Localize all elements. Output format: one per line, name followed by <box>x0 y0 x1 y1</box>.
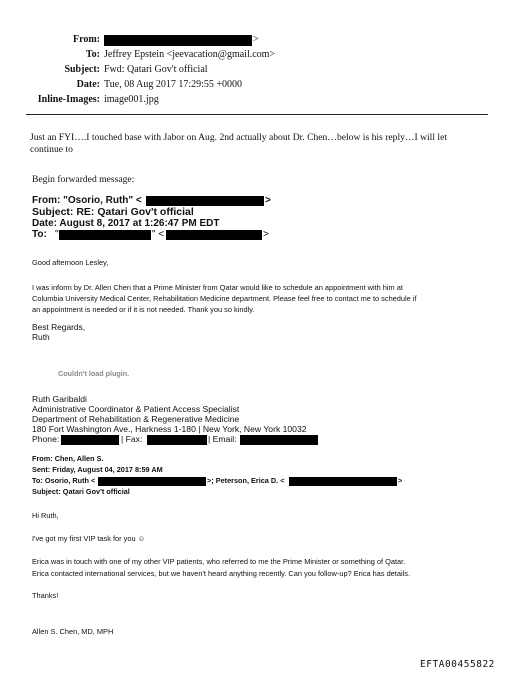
inline-images-value: image001.jpg <box>104 94 159 105</box>
forwarded-label: Begin forwarded message: <box>32 174 135 185</box>
redaction-from <box>104 35 252 46</box>
forwarded-date: Date: August 8, 2017 at 1:26:47 PM EDT <box>32 218 220 229</box>
chen-line-1: Erica was in touch with one of my other VIP patients, who referred to me the Prime Minister or something of Qatar. <box>32 557 406 566</box>
intro-line-2: continue to <box>30 144 73 155</box>
redaction-chen-to-2 <box>289 477 397 486</box>
plugin-error-text: Couldn't load plugin. <box>58 369 130 378</box>
forwarded-to-lt: " < <box>152 229 165 240</box>
sig-email-label: | Email: <box>208 434 237 444</box>
sig-address: 180 Fort Washington Ave., Harkness 1-180 | New York, New York 10032 <box>32 424 307 434</box>
chen-signoff: Allen S. Chen, MD, MPH <box>32 627 114 636</box>
header-divider <box>26 114 488 115</box>
sig-phone-label: Phone: <box>32 434 60 444</box>
subject-value: Fwd: Qatari Gov't official <box>104 64 208 75</box>
chen-thanks: Thanks! <box>32 591 59 600</box>
sig-title: Administrative Coordinator & Patient Access Specialist <box>32 404 240 414</box>
sig-fax-label: | Fax: <box>121 434 143 444</box>
ruth-greeting: Good afternoon Lesley, <box>32 258 109 267</box>
ruth-line-3: an appointment is needed or if it is not needed. Thank you so kindly. <box>32 305 255 314</box>
forwarded-to-label: To: <box>32 229 47 240</box>
date-label: Date: <box>76 79 100 90</box>
from-suffix: > <box>253 34 259 45</box>
chen-to-suffix: > <box>398 476 403 485</box>
redaction-email <box>240 435 318 445</box>
sig-dept: Department of Rehabilitation & Regenerative Medicine <box>32 414 240 424</box>
redaction-forwarded-to-email <box>166 230 262 240</box>
sig-name: Ruth Garibaldi <box>32 394 87 404</box>
forwarded-to-quote: " <box>55 229 59 240</box>
chen-line-2: Erica contacted international services, but we haven't heard anything recently. Can you follow-up? Erica has details. <box>32 569 410 578</box>
chen-from: From: Chen, Allen S. <box>32 454 104 463</box>
to-label: To: <box>85 49 100 60</box>
redaction-chen-to-1 <box>98 477 206 486</box>
document-id: EFTA00455822 <box>420 659 495 670</box>
redaction-forwarded-to-name <box>59 230 151 240</box>
date-value: Tue, 08 Aug 2017 17:29:55 +0000 <box>104 79 243 90</box>
ruth-line-2: Columbia University Medical Center, Rehabilitation Medicine department. Please feel free to contact me to schedule if <box>32 294 417 303</box>
to-value: Jeffrey Epstein <jeevacation@gmail.com> <box>104 49 276 60</box>
redaction-forwarded-from <box>146 196 264 206</box>
chen-vip-line: I've got my first VIP task for you ☺ <box>32 534 146 543</box>
ruth-line-1: I was inform by Dr. Allen Chen that a Prime Minister from Qatar would like to schedule an appointment with him at <box>32 283 403 292</box>
forwarded-from: From: "Osorio, Ruth" < <box>32 195 142 206</box>
chen-sent: Sent: Friday, August 04, 2017 8:59 AM <box>32 465 163 474</box>
ruth-regards: Best Regards, <box>32 322 86 332</box>
from-label: From: <box>72 34 100 45</box>
ruth-name: Ruth <box>32 332 50 342</box>
chen-to-middle: >; Peterson, Erica D. < <box>207 476 285 485</box>
redaction-phone <box>61 435 119 445</box>
redaction-fax <box>147 435 207 445</box>
chen-greeting: Hi Ruth, <box>32 511 59 520</box>
forwarded-subject: Subject: RE: Qatari Gov't official <box>32 206 194 218</box>
subject-label: Subject: <box>64 64 100 75</box>
inline-images-label: Inline-Images: <box>37 94 100 105</box>
chen-to-prefix: To: Osorio, Ruth < <box>32 476 96 485</box>
forwarded-to-suffix: > <box>263 229 269 240</box>
forwarded-from-suffix: > <box>265 195 271 206</box>
chen-subject: Subject: Qatari Gov't official <box>32 487 130 496</box>
intro-line-1: Just an FYI….I touched base with Jabor on Aug. 2nd actually about Dr. Chen…below is his reply…I will let <box>30 132 447 143</box>
